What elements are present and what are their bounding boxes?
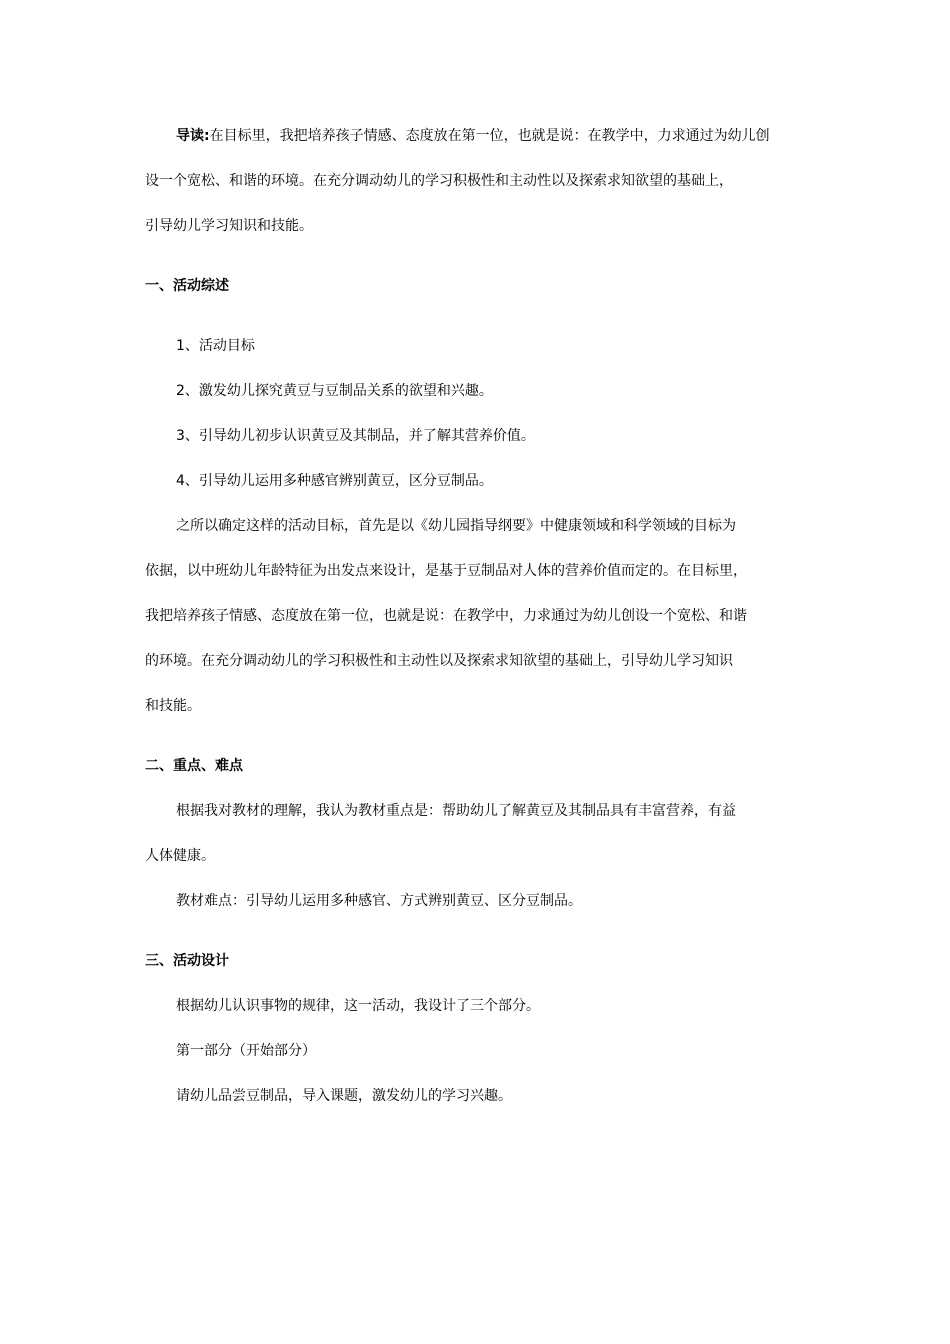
section-3-line-2: 第一部分（开始部分） <box>176 1043 316 1059</box>
section-2-key-point-line-1: 根据我对教材的理解，我认为教材重点是：帮助幼儿了解黄豆及其制品具有丰富营养，有益 <box>176 803 736 819</box>
intro-text: 在目标里，我把培养孩子情感、态度放在第一位，也就是说：在教学中，力求通过为幼儿创 <box>209 128 770 144</box>
section-1-paragraph-line-1: 之所以确定这样的活动目标，首先是以《幼儿园指导纲要》中健康领域和科学领域的目标为 <box>176 518 736 534</box>
section-3-line-1: 根据幼儿认识事物的规律，这一活动，我设计了三个部分。 <box>176 998 540 1014</box>
section-1-paragraph-line-4: 的环境。在充分调动幼儿的学习积极性和主动性以及探索求知欲望的基础上，引导幼儿学习知识 <box>145 653 733 669</box>
intro-line-1 <box>176 125 770 147</box>
intro-line-2: 设一个宽松、和谐的环境。在充分调动幼儿的学习积极性和主动性以及探索求知欲望的基础上， <box>145 173 733 189</box>
section-2-title: 二、重点、难点 <box>145 758 243 774</box>
section-1-paragraph-line-3: 我把培养孩子情感、态度放在第一位，也就是说：在教学中，力求通过为幼儿创设一个宽松、和谐 <box>145 608 747 624</box>
section-1-item-3: 3、引导幼儿初步认识黄豆及其制品，并了解其营养价值。 <box>176 428 535 444</box>
section-1-item-2: 2、激发幼儿探究黄豆与豆制品关系的欲望和兴趣。 <box>176 383 493 399</box>
section-3-title: 三、活动设计 <box>145 953 229 969</box>
section-2-key-point-line-2: 人体健康。 <box>145 848 215 864</box>
section-1-title: 一、活动综述 <box>145 278 229 294</box>
intro-label: 导读: <box>176 128 210 144</box>
section-1-item-4: 4、引导幼儿运用多种感官辨别黄豆，区分豆制品。 <box>176 473 493 489</box>
intro-line-3: 引导幼儿学习知识和技能。 <box>145 218 313 234</box>
section-1-item-1: 1、活动目标 <box>176 338 255 354</box>
section-2-difficulty: 教材难点：引导幼儿运用多种感官、方式辨别黄豆、区分豆制品。 <box>176 893 582 909</box>
section-3-line-3: 请幼儿品尝豆制品，导入课题，激发幼儿的学习兴趣。 <box>176 1088 512 1104</box>
section-1-paragraph-line-5: 和技能。 <box>145 698 201 714</box>
section-1-paragraph-line-2: 依据，以中班幼儿年龄特征为出发点来设计，是基于豆制品对人体的营养价值而定的。在目标里， <box>145 563 747 579</box>
